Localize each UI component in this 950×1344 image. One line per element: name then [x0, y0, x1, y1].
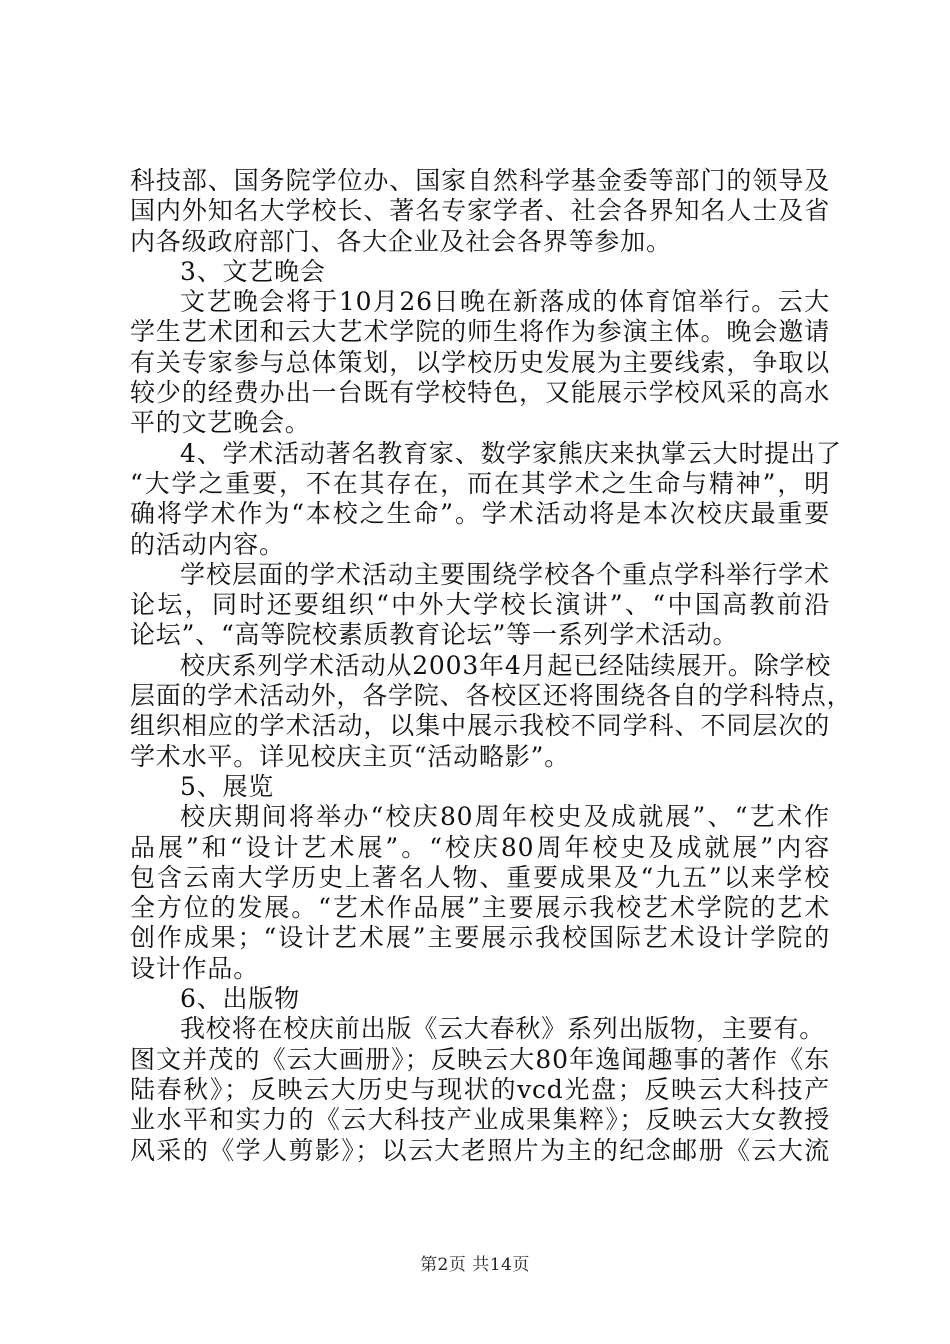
document-line: 我校将在校庆前出版《云大春秋》系列出版物，主要有。	[180, 1014, 826, 1044]
document-line: 较少的经费办出一台既有学校特色，又能展示学校风采的高水	[130, 378, 830, 408]
document-line: 3、文艺晚会	[180, 256, 326, 286]
document-line: 文艺晚会将于10月26日晚在新落成的体育馆举行。云大	[180, 287, 830, 317]
document-line: 学生艺术团和云大艺术学院的师生将作为参演主体。晚会邀请	[130, 317, 830, 347]
document-line: 包含云南大学历史上著名人物、重要成果及“九五”以来学校	[130, 862, 830, 892]
document-line: 平的文艺晚会。	[130, 408, 311, 438]
document-line: 学术水平。详见校庆主页“活动略影”。	[130, 741, 570, 771]
document-line: 4、学术活动著名教育家、数学家熊庆来执掌云大时提出了	[180, 438, 842, 468]
document-body	[130, 166, 853, 1166]
document-line: “大学之重要，不在其存在，而在其学术之生命与精神”，明	[130, 468, 830, 498]
document-line: 确将学术作为“本校之生命”。学术活动将是本次校庆最重要	[130, 499, 830, 529]
document-line: 科技部、国务院学位办、国家自然科学基金委等部门的领导及	[130, 166, 830, 195]
document-line: 的活动内容。	[130, 529, 285, 559]
document-line: 有关专家参与总体策划，以学校历史发展为主要线索，争取以	[130, 347, 830, 377]
document-line: 图文并茂的《云大画册》；反映云大80年逸闻趣事的著作《东	[130, 1044, 830, 1074]
document-line: 6、出版物	[180, 984, 300, 1014]
document-line: 业水平和实力的《云大科技产业成果集粹》；反映云大女教授	[130, 1105, 830, 1135]
document-line: 国内外知名大学校长、著名专家学者、社会各界知名人士及省	[130, 196, 830, 226]
document-line: 论坛，同时还要组织“中外大学校长演讲”、“中国高教前沿	[130, 590, 830, 620]
document-line: 校庆期间将举办“校庆80周年校史及成就展”、“艺术作	[180, 802, 830, 832]
document-line: 组织相应的学术活动，以集中展示我校不同学科、不同层次的	[130, 711, 830, 741]
document-line: 陆春秋》；反映云大历史与现状的vcd光盘；反映云大科技产	[130, 1074, 830, 1104]
document-line: 5、展览	[180, 771, 275, 801]
document-line: 创作成果；“设计艺术展”主要展示我校国际艺术设计学院的	[130, 923, 830, 953]
page-footer	[0, 1250, 950, 1275]
page-number-label: 第2页 共14页	[420, 1255, 530, 1275]
document-line: 全方位的发展。“艺术作品展”主要展示我校艺术学院的艺术	[130, 893, 830, 923]
document-line: 论坛”、“高等院校素质教育论坛”等一系列学术活动。	[130, 620, 739, 650]
document-line: 学校层面的学术活动主要围绕学校各个重点学科举行学术	[180, 559, 830, 589]
document-line: 内各级政府部门、各大企业及社会各界等参加。	[130, 226, 672, 256]
document-line: 品展”和“设计艺术展”。“校庆80周年校史及成就展”内容	[130, 832, 830, 862]
document-line: 校庆系列学术活动从2003年4月起已经陆续展开。除学校	[180, 650, 832, 680]
document-line: 层面的学术活动外，各学院、各校区还将围绕各自的学科特点，	[130, 681, 853, 711]
document-line: 风采的《学人剪影》；以云大老照片为主的纪念邮册《云大流	[130, 1135, 830, 1165]
document-line: 设计作品。	[130, 953, 260, 983]
